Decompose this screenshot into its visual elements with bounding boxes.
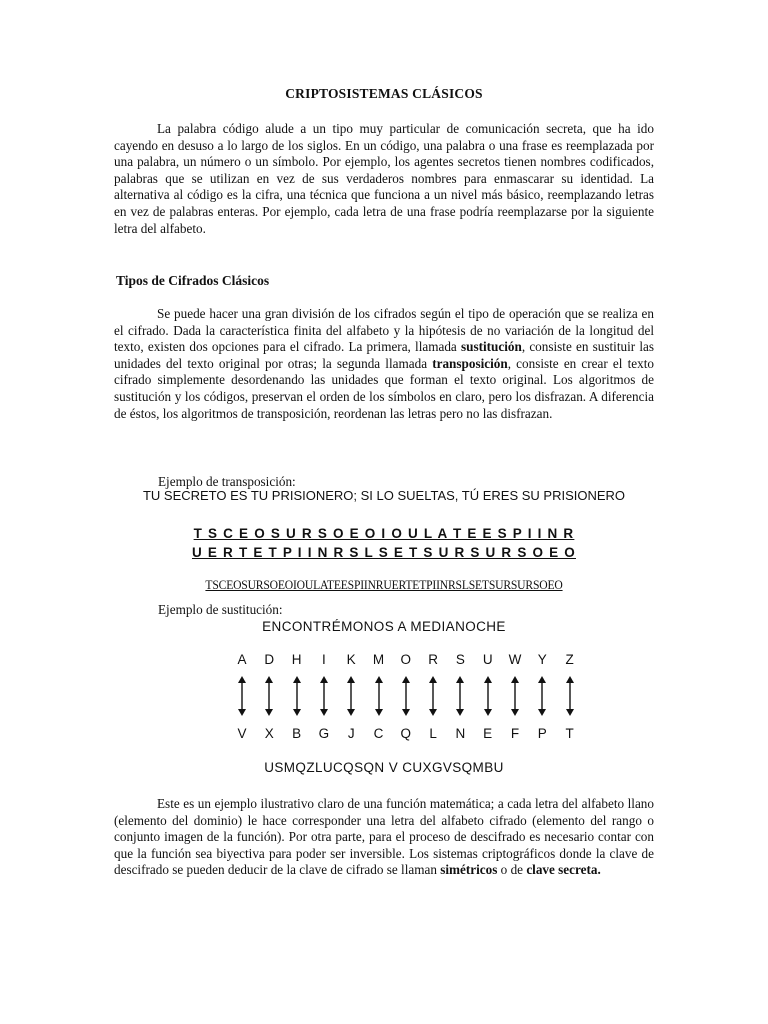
cipher-letter: Q [400, 726, 412, 741]
plain-letter: R [428, 652, 438, 667]
text-segment: , consiste en sustituir las unidades del texto original por otras; la segunda llamada [114, 339, 654, 371]
double-arrow-icon [263, 676, 275, 716]
bold-term-substitution: sustitución [461, 339, 522, 355]
text-segment: Este es un ejemplo ilustrativo claro de una función matemática; a cada letra del alfabeto llano (elemento del dominio) le hace corresponder una letra del alfabeto cifrado (elemento del rango o conjunto imagen de la función). Por otra parte, para el proceso de descifrado es necesario contar con que la función sea biyectiva para poder ser inversible. Los sistemas criptográficos donde la clave de descifrado se pueden deducir de la clave de cifrado se llaman [114, 796, 654, 878]
double-arrow-icon [291, 676, 303, 716]
double-arrow-icon [236, 676, 248, 716]
plain-letter: O [400, 652, 412, 667]
cipher-letter: E [483, 726, 493, 741]
substitution-plaintext: ENCONTRÉMONOS A MEDIANOCHE [262, 619, 506, 634]
substitution-ciphertext: USMQZLUCQSQN V CUXGVSQMBU [264, 760, 504, 775]
plain-letter: Z [565, 652, 574, 667]
text-segment: , consiste en crear el texto cifrado simplemente desordenando las unidades que forman el texto original. Los algoritmos de sustitución y los códigos, preservan el orden de los símbolos en claro, pero los disfrazan. A diferencia de éstos, los algoritmos de transposición, reordenan las letras pero no las disfrazan. [114, 355, 654, 421]
plain-letter: Y [537, 652, 547, 667]
transposition-label: Ejemplo de transposición: [158, 474, 296, 489]
document-title: CRIPTOSISTEMAS CLÁSICOS [285, 86, 483, 101]
transposition-row-1: T S C E O S U R S O E O I O U L A T E E S P I I N R [193, 526, 575, 541]
double-arrow-icon [454, 676, 466, 716]
cipher-letter: F [510, 726, 520, 741]
plain-letter: D [264, 652, 275, 667]
transposition-plaintext: TU SECRETO ES TU PRISIONERO; SI LO SUELTAS, TÚ ERES SU PRISIONERO [142, 488, 626, 503]
double-arrow-icon [373, 676, 385, 716]
text-segment: Se puede hacer una gran división de los cifrados según el tipo de operación que se realiza en el cifrado. Dada la característica finita del alfabeto y la hipótesis de no variación de la longitud del texto, existen dos opciones para el cifrado. La primera, llamada [114, 306, 654, 355]
double-arrow-icon [345, 676, 357, 716]
function-paragraph [114, 796, 654, 879]
substitution-label: Ejemplo de sustitución: [158, 602, 283, 617]
double-arrow-icon [482, 676, 494, 716]
double-arrow-icon [536, 676, 548, 716]
bold-term-transposition: transposición [432, 355, 508, 371]
plain-letter: H [291, 652, 302, 667]
plain-letter: M [372, 652, 385, 667]
transposition-ciphertext: TSCEOSURSOEOIOULATEESPIINRUERTETPIINRSLSETSURSURSOEO [205, 578, 563, 592]
plain-letter: K [346, 652, 356, 667]
plain-letter: U [482, 652, 493, 667]
plain-letter: S [455, 652, 465, 667]
cipher-letter: B [292, 726, 302, 741]
plain-letter: A [237, 652, 247, 667]
cipher-letter: N [455, 726, 466, 741]
cipher-letter: P [537, 726, 547, 741]
text-segment: o de [497, 862, 527, 878]
transposition-row-2: U E R T E T P I I N R S L S E T S U R S U R S O E O [191, 545, 576, 560]
cipher-letter: J [347, 726, 355, 741]
double-arrow-icon [427, 676, 439, 716]
double-arrow-icon [318, 676, 330, 716]
bold-term-secret-key: clave secreta. [526, 862, 601, 878]
cipher-letter: V [237, 726, 247, 741]
cipher-letter: G [318, 726, 330, 741]
cipher-types-paragraph [114, 306, 654, 422]
section-heading: Tipos de Cifrados Clásicos [116, 273, 270, 288]
cipher-letter: X [264, 726, 274, 741]
intro-paragraph: La palabra código alude a un tipo muy particular de comunicación secreta, que ha ido cayendo en desuso a lo largo de los siglos. En un código, una palabra o una frase es reemplazada por una palabra, un número o un símbolo. Por ejemplo, los agentes secretos tienen nombres codificados, palabras que se utilizan en vez de sus verdaderos nombres para enmascarar su identidad. La alternativa al código es la cifra, una técnica que funciona a un nivel más básico, reemplazando letras en vez de palabras enteras. Por ejemplo, cada letra de una frase podría reemplazarse por la siguiente letra del alfabeto. [114, 121, 654, 236]
double-arrow-icon [509, 676, 521, 716]
double-arrow-icon [400, 676, 412, 716]
plain-letter: I [322, 652, 326, 667]
double-arrow-icon [564, 676, 576, 716]
cipher-letter: T [565, 726, 574, 741]
cipher-letter: C [373, 726, 384, 741]
cipher-letter: L [429, 726, 437, 741]
bold-term-symmetric: simétricos [440, 862, 498, 878]
plain-letter: W [508, 652, 522, 667]
